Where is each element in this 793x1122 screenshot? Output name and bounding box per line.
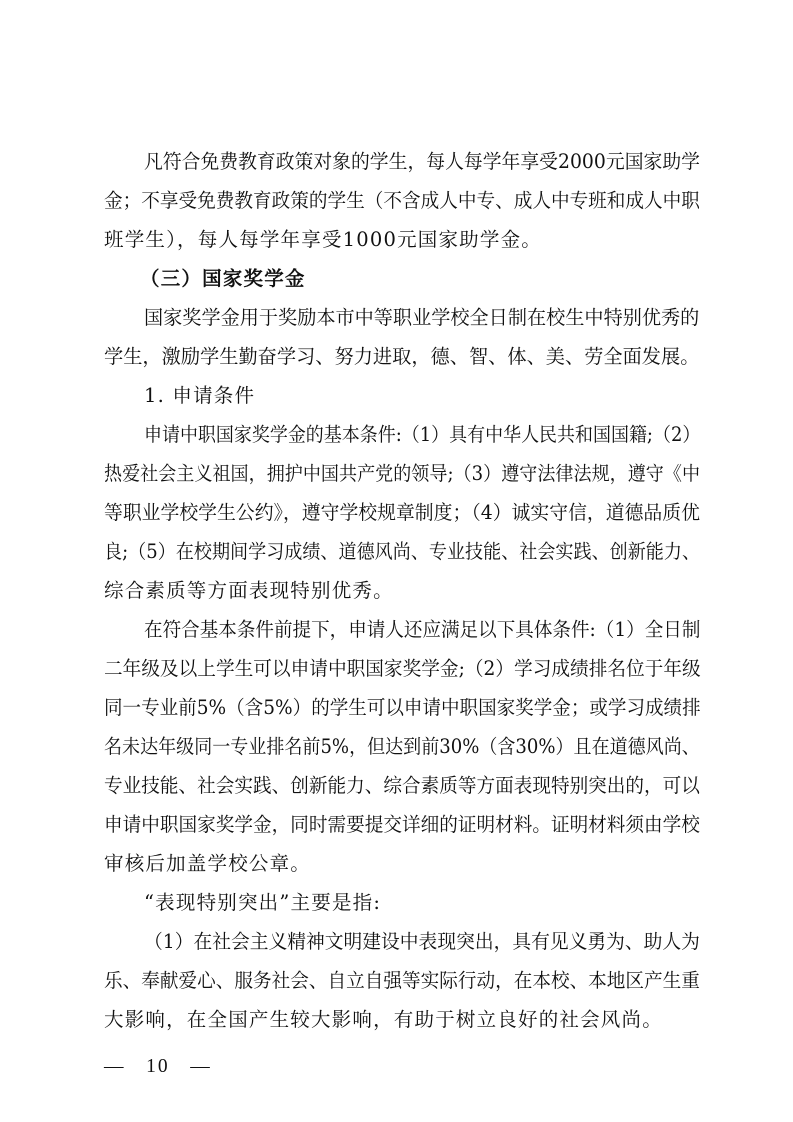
paragraph-line: 专业技能、社会实践、创新能力、综合素质等方面表现特别突出的，可以 (104, 774, 700, 797)
paragraph-line: 国家奖学金用于奖励本市中等职业学校全日制在校生中特别优秀的 (144, 306, 700, 329)
paragraph-line: 审核后加盖学校公章。 (104, 852, 312, 875)
paragraph-line: “表现特别突出”主要是指: (144, 891, 382, 914)
paragraph-line: 申请中职国家奖学金，同时需要提交详细的证明材料。证明材料须由学校 (104, 813, 700, 836)
paragraph-line: 在符合基本条件前提下，申请人还应满足以下具体条件:（1）全日制 (144, 618, 701, 641)
subsection-heading: 1. 申请条件 (144, 384, 256, 407)
paragraph-line: 乐、奉献爱心、服务社会、自立自强等实际行动，在本校、本地区产生重 (104, 969, 700, 992)
paragraph-line: 班学生），每人每学年享受1000元国家助学金。 (104, 228, 542, 251)
paragraph-line: 综合素质等方面表现特别优秀。 (104, 579, 394, 602)
paragraph-line: （1）在社会主义精神文明建设中表现突出，具有见义勇为、助人为 (144, 930, 700, 953)
paragraph-line: 名未达年级同一专业排名前5%，但达到前30%（含30%）且在道德风尚、 (104, 735, 700, 758)
paragraph-line: 等职业学校学生公约》，遵守学校规章制度；（4）诚实守信，道德品质优 (104, 501, 700, 524)
paragraph-line: 金；不享受免费教育政策的学生（不含成人中专、成人中专班和成人中职 (104, 189, 700, 212)
section-heading: （三）国家奖学金 (140, 267, 306, 290)
paragraph-line: 同一专业前5%（含5%）的学生可以申请中职国家奖学金；或学习成绩排 (104, 696, 701, 719)
paragraph-line: 大影响，在全国产生较大影响，有助于树立良好的社会风尚。 (104, 1008, 663, 1031)
paragraph-line: 凡符合免费教育政策对象的学生，每人每学年享受2000元国家助学 (144, 150, 700, 173)
paragraph-line: 申请中职国家奖学金的基本条件:（1）具有中华人民共和国国籍;（2） (144, 423, 701, 446)
paragraph-line: 二年级及以上学生可以申请中职国家奖学金;（2）学习成绩排名位于年级 (104, 657, 701, 680)
paragraph-line: 良;（5）在校期间学习成绩、道德风尚、专业技能、社会实践、创新能力、 (104, 540, 701, 563)
page-number: — 10 — (104, 1056, 212, 1077)
paragraph-line: 学生，激励学生勤奋学习、努力进取，德、智、体、美、劳全面发展。 (104, 345, 700, 368)
paragraph-line: 热爱社会主义祖国，拥护中国共产党的领导;（3）遵守法律法规，遵守《中 (104, 462, 701, 485)
